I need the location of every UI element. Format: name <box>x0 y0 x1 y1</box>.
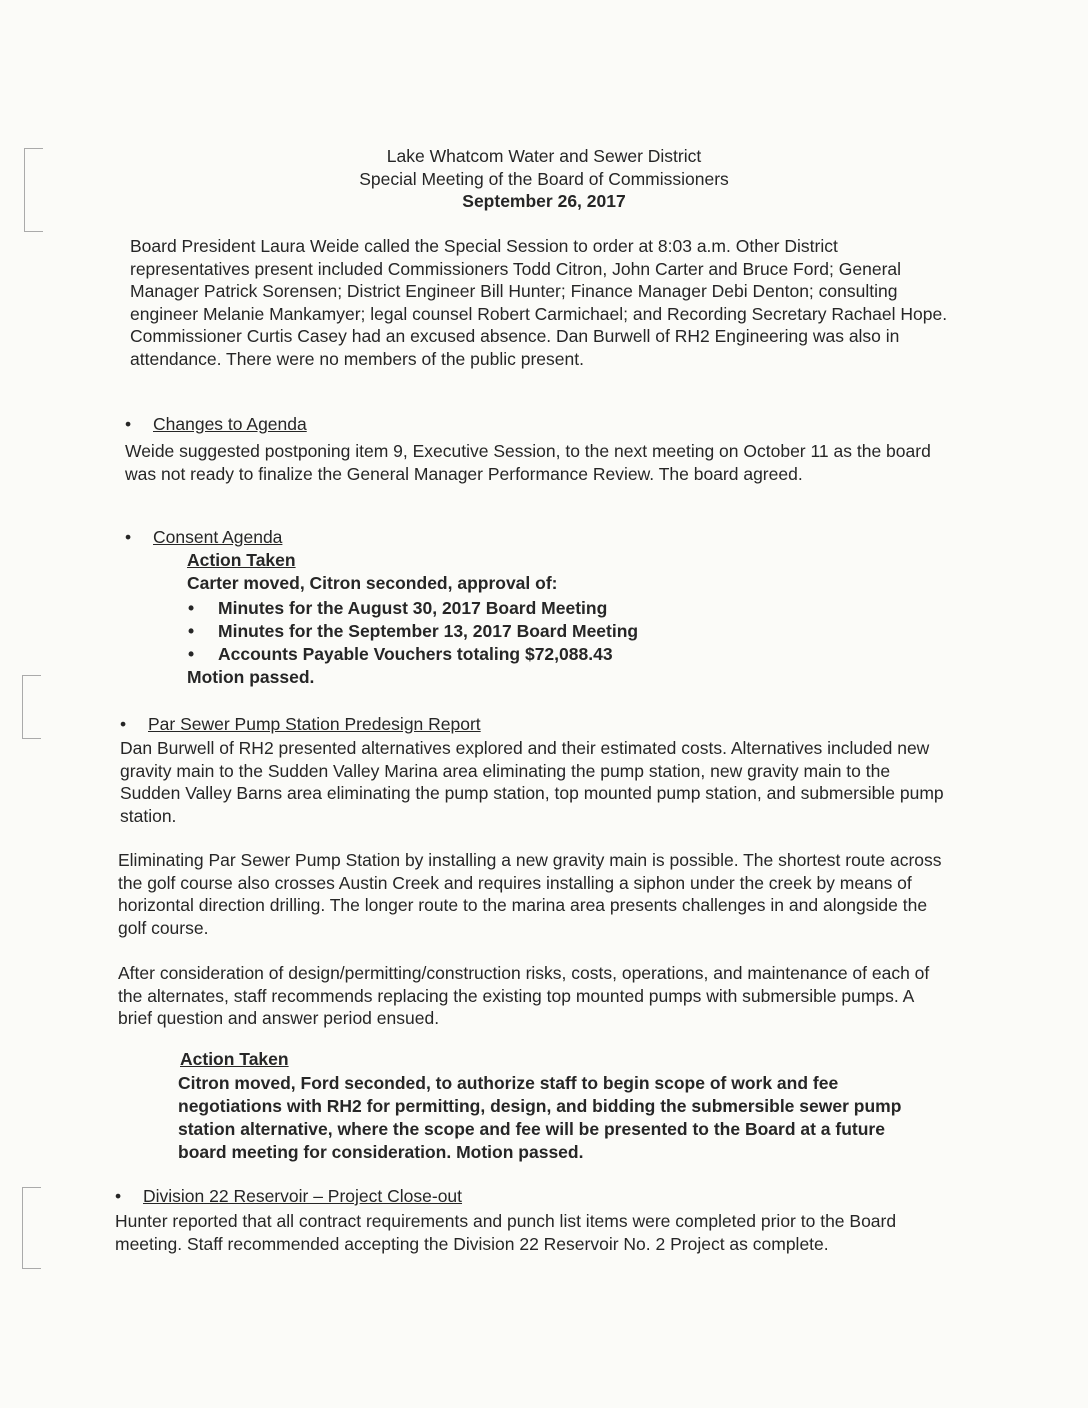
par-sewer-action-label: Action Taken <box>180 1049 289 1069</box>
heading-label: Changes to Agenda <box>153 414 307 434</box>
division-22-paragraph: Hunter reported that all contract requirements and punch list items were completed prior to the Board meeting. Staff recommended accepting the Division 22 Reservoir No. 2 Project as complete. <box>115 1211 897 1254</box>
section-heading-division-22 <box>115 1185 462 1207</box>
consent-item-text: Accounts Payable Vouchers totaling $72,088.43 <box>218 644 613 664</box>
heading-label: Par Sewer Pump Station Predesign Report <box>148 714 481 734</box>
bullet-icon: • <box>125 527 132 547</box>
meeting-title: Special Meeting of the Board of Commissioners <box>359 169 729 189</box>
section-heading-consent-agenda <box>125 526 282 548</box>
meeting-date: September 26, 2017 <box>462 191 626 211</box>
bullet-icon: • <box>188 644 195 664</box>
changes-agenda-paragraph: Weide suggested postponing item 9, Executive Session, to the next meeting on October 11 as the board was not ready to finalize the General Manager Performance Review. The board agreed. <box>125 441 931 484</box>
consent-item <box>188 643 613 666</box>
section-heading-changes-agenda <box>125 413 307 435</box>
bullet-icon: • <box>188 621 195 641</box>
bullet-icon: • <box>125 414 132 434</box>
par-sewer-paragraph-3: After consideration of design/permitting/construction risks, costs, operations, and maintenance of each of the alternates, staff recommends replacing the existing top mounted pumps with submersible pumps. A brief question and answer period ensued. <box>118 963 930 1028</box>
consent-item-text: Minutes for the September 13, 2017 Board Meeting <box>218 621 639 641</box>
bullet-icon: • <box>120 714 127 734</box>
org-title: Lake Whatcom Water and Sewer District <box>386 146 702 166</box>
heading-label: Consent Agenda <box>153 527 283 547</box>
margin-bracket-mark <box>22 1187 41 1269</box>
bullet-icon: • <box>188 598 195 618</box>
consent-item <box>188 620 638 643</box>
consent-motion: Carter moved, Citron seconded, approval of: <box>187 573 558 593</box>
par-sewer-paragraph-1: Dan Burwell of RH2 presented alternatives explored and their estimated costs. Alternatives included new gravity main to the Sudden Valley Marina area eliminating the pump station, new gravity main to the Sudden Valley Barns area eliminating the pump station, top mounted pump station, and submersible pump station. <box>120 738 944 826</box>
bullet-icon: • <box>115 1186 122 1206</box>
heading-label: Division 22 Reservoir – Project Close-out <box>143 1186 463 1206</box>
consent-action-label: Action Taken <box>187 550 296 570</box>
par-sewer-action-text: Citron moved, Ford seconded, to authorize staff to begin scope of work and fee negotiations with RH2 for permitting, design, and bidding the submersible sewer pump station alternative, where the scope and fee will be presented to the Board at a future board meeting for consideration. Motion passed. <box>178 1073 902 1162</box>
consent-result: Motion passed. <box>187 667 315 687</box>
consent-item-text: Minutes for the August 30, 2017 Board Meeting <box>218 598 608 618</box>
margin-bracket-mark <box>22 675 41 739</box>
section-heading-par-sewer <box>120 713 481 735</box>
par-sewer-paragraph-2: Eliminating Par Sewer Pump Station by installing a new gravity main is possible. The shortest route across the golf course also crosses Austin Creek and requires installing a siphon under the creek by means of horizontal direction drilling. The longer route to the marina area presents challenges in and alongside the golf course. <box>118 850 942 938</box>
intro-paragraph: Board President Laura Weide called the Special Session to order at 8:03 a.m. Other District representatives present included Commissioners Todd Citron, John Carter and Bruce Ford; General Manager Patrick Sorensen; District Engineer Bill Hunter; Finance Manager Debi Denton; consulting engineer Melanie Mankamyer; legal counsel Robert Carmichael; and Recording Secretary Rachael Hope. Commissioner Curtis Casey had an excused absence. Dan Burwell of RH2 Engineering was also in attendance. There were no members of the public present. <box>130 236 948 369</box>
consent-item <box>188 597 607 620</box>
